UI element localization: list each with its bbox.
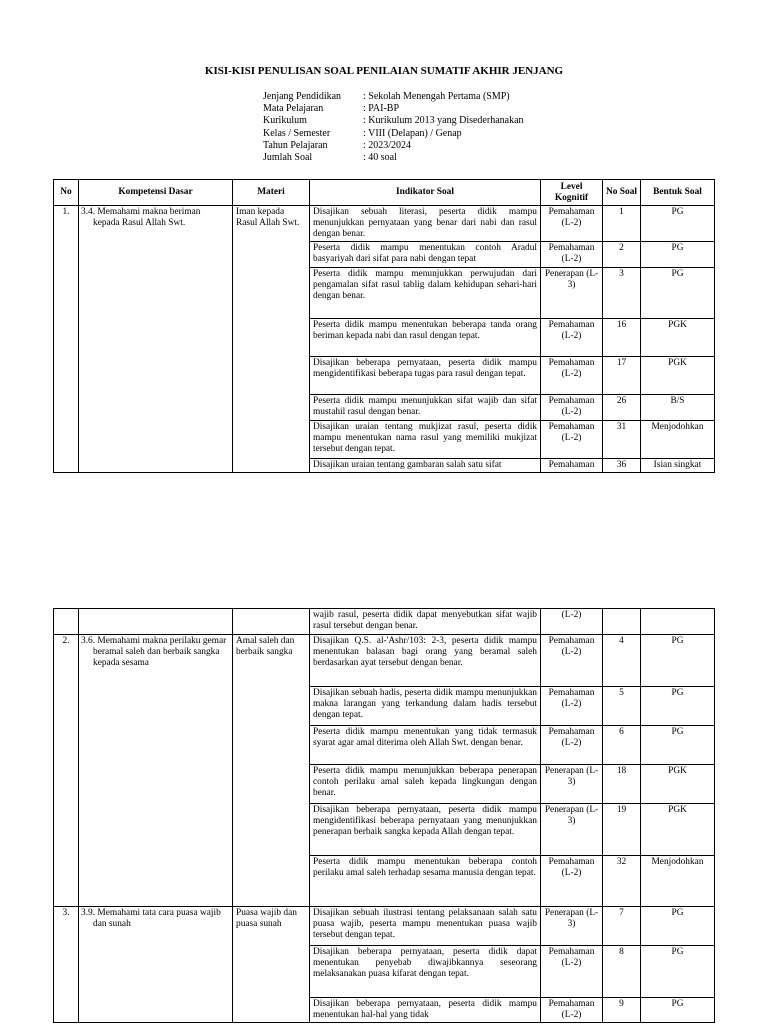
level-cell: Penerapan (L-3) [541,907,603,946]
level-cell: Pemahaman (L-2) [541,242,603,268]
meta-key: Jenjang Pendidikan [263,91,342,102]
no-soal-cell: 32 [603,856,641,907]
indikator-cell: Disajikan beberapa pernyataan, peserta didik mampu mengidentifikasi beberapa pernyataan yang menunjukkan penerapan berbaik sangka kepada Allah dengan tepat. [310,804,541,856]
header-no-soal: No Soal [603,180,641,206]
header-bentuk-soal: Bentuk Soal [641,180,715,206]
table-row [54,206,715,242]
no-soal-cell: 6 [603,726,641,765]
header-no: No [54,180,79,206]
empty-cell [79,609,233,635]
level-cell: (L-2) [541,609,603,635]
level-cell: Pemahaman (L-2) [541,726,603,765]
no-soal-cell: 19 [603,804,641,856]
document-meta [263,91,524,164]
level-cell: Pemahaman (L-2) [541,357,603,395]
no-soal-cell: 26 [603,395,641,421]
header-materi: Materi [233,180,310,206]
no-soal-cell: 17 [603,357,641,395]
meta-row [263,91,524,103]
kisi-kisi-table-page-1 [53,179,715,473]
level-cell: Pemahaman (L-2) [541,206,603,242]
bentuk-soal-cell: PG [641,687,715,726]
empty-cell [603,609,641,635]
indikator-cell: Disajikan Q.S. al-'Ashr/103: 2-3, peserta didik mampu menentukan balasan bagi orang yang beramal saleh berdasarkan ayat tersebut dengan benar. [310,635,541,687]
materi-cell: Puasa wajib dan puasa sunah [233,907,310,1023]
no-soal-cell: 5 [603,687,641,726]
bentuk-soal-cell: PG [641,998,715,1023]
meta-row [263,152,524,164]
meta-key: Jumlah Soal [263,152,313,164]
meta-key: Kelas / Semester [263,127,331,139]
level-cell: Pemahaman (L-2) [541,421,603,459]
level-cell: Pemahaman (L-2) [541,395,603,421]
indikator-cell: Disajikan sebuah literasi, peserta didik mampu menunjukkan pernyataan yang benar dari nabi dan rasul dengan benar. [310,206,541,242]
table-header-row [54,180,715,206]
level-cell: Pemahaman (L-2) [541,635,603,687]
bentuk-soal-cell: PG [641,946,715,998]
bentuk-soal-cell: PGK [641,357,715,395]
no-soal-cell: 9 [603,998,641,1023]
group-number: 3. [54,907,79,1023]
indikator-cell: Peserta didik mampu menentukan yang tidak termasuk syarat agar amal diterima oleh Allah Swt. dengan benar. [310,726,541,765]
level-cell: Pemahaman (L-2) [541,946,603,998]
meta-value: : VIII (Delapan) / Genap [363,127,462,139]
bentuk-soal-cell: Menjodohkan [641,421,715,459]
indikator-cell: Disajikan uraian tentang mukjizat rasul, peserta didik mampu menentukan nama rasul yang memiliki mukjizat tersebut dengan tepat. [310,421,541,459]
indikator-cell: wajib rasul, peserta didik dapat menyebutkan sifat wajib rasul tersebut dengan benar. [310,609,541,635]
level-cell: Pemahaman (L-2) [541,856,603,907]
level-cell: Penerapan (L-3) [541,268,603,319]
bentuk-soal-cell: PG [641,242,715,268]
empty-cell [233,609,310,635]
meta-key: Kurikulum [263,115,307,127]
table-row [54,609,715,635]
meta-row [263,103,524,115]
no-soal-cell: 2 [603,242,641,268]
indikator-cell: Disajikan uraian tentang gambaran salah satu sifat [310,459,541,473]
meta-value: : Sekolah Menengah Pertama (SMP) [363,91,510,102]
meta-key: Tahun Pelajaran [263,139,328,151]
level-cell: Pemahaman (L-2) [541,687,603,726]
materi-cell: Iman kepada Rasul Allah Swt. [233,206,310,473]
no-soal-cell: 36 [603,459,641,473]
bentuk-soal-cell: PG [641,206,715,242]
header-indikator-soal: Indikator Soal [310,180,541,206]
bentuk-soal-cell: Isian singkat [641,459,715,473]
kompetensi-dasar-cell: 3.4. Memahami makna beriman kepada Rasul Allah Swt. [79,206,233,473]
meta-key: Mata Pelajaran [263,103,324,115]
indikator-cell: Disajikan sebuah hadis, peserta didik mampu menunjukkan makna larangan yang terkandung dalam hadis tersebut dengan tepat. [310,687,541,726]
no-soal-cell: 31 [603,421,641,459]
meta-value: : Kurikulum 2013 yang Disederhanakan [363,115,524,127]
bentuk-soal-cell: PG [641,268,715,319]
header-level-kognitif: Level Kognitif [541,180,603,206]
bentuk-soal-cell: B/S [641,395,715,421]
indikator-cell: Peserta didik mampu menentukan contoh Aradul basyariyah dari sifat para nabi dengan tepat [310,242,541,268]
indikator-cell: Disajikan beberapa pernyataan, peserta didik mampu mengidentifikasi beberapa tugas para rasul dengan tepat. [310,357,541,395]
level-cell: Pemahaman (L-2) [541,998,603,1023]
meta-value: : 2023/2024 [363,139,412,151]
materi-cell: Amal saleh dan berbaik sangka [233,635,310,907]
no-soal-cell: 18 [603,765,641,804]
bentuk-soal-cell: PGK [641,804,715,856]
indikator-cell: Peserta didik mampu menentukan beberapa tanda orang beriman kepada nabi dan rasul dengan tepat. [310,319,541,357]
no-soal-cell: 3 [603,268,641,319]
group-number: 2. [54,635,79,907]
indikator-cell: Peserta didik mampu menunjukkan perwujudan dari pengamalan sifat rasul tablig dalam kehidupan sehari-hari dengan benar. [310,268,541,319]
meta-row [263,115,524,127]
bentuk-soal-cell: Menjodohkan [641,856,715,907]
no-soal-cell: 4 [603,635,641,687]
bentuk-soal-cell: PG [641,726,715,765]
meta-value: : PAI-BP [363,103,400,115]
bentuk-soal-cell: PGK [641,765,715,804]
indikator-cell: Disajikan beberapa pernyataan, peserta didik dapat menentukan penyebab diwajibkannya seseorang melaksanakan puasa kifarat dengan tepat. [310,946,541,998]
meta-row [263,128,524,140]
level-cell: Pemahaman [541,459,603,473]
kisi-kisi-table-page-2 [53,608,715,1023]
bentuk-soal-cell: PG [641,907,715,946]
bentuk-soal-cell: PG [641,635,715,687]
level-cell: Penerapan (L-3) [541,765,603,804]
document-title: KISI-KISI PENULISAN SOAL PENILAIAN SUMATIF AKHIR JENJANG [204,65,564,77]
level-cell: Pemahaman (L-2) [541,319,603,357]
meta-row [263,140,524,152]
indikator-cell: Peserta didik mampu menentukan beberapa contoh perilaku amal saleh terhadap sesama manusia dengan tepat. [310,856,541,907]
table-row [54,635,715,687]
group-number: 1. [54,206,79,473]
indikator-cell: Disajikan beberapa pernyataan, peserta didik mampu menentukan hal-hal yang tidak [310,998,541,1023]
level-cell: Penerapan (L-3) [541,804,603,856]
no-soal-cell: 7 [603,907,641,946]
kompetensi-dasar-cell: 3.9. Memahami tata cara puasa wajib dan sunah [79,907,233,1023]
indikator-cell: Peserta didik mampu menunjukkan sifat wajib dan sifat mustahil rasul dengan benar. [310,395,541,421]
no-soal-cell: 8 [603,946,641,998]
no-soal-cell: 16 [603,319,641,357]
bentuk-soal-cell: PGK [641,319,715,357]
meta-value: : 40 soal [363,152,397,164]
empty-cell [641,609,715,635]
no-soal-cell: 1 [603,206,641,242]
indikator-cell: Disajikan sebuah ilustrasi tentang pelaksanaan salah satu puasa wajib, peserta mampu menentukan puasa wajib tersebut dengan tepat. [310,907,541,946]
empty-cell [54,609,79,635]
indikator-cell: Peserta didik mampu menunjukkan beberapa penerapan contoh perilaku amal saleh kepada lingkungan dengan benar. [310,765,541,804]
header-kompetensi-dasar: Kompetensi Dasar [79,180,233,206]
kompetensi-dasar-cell: 3.6. Memahami makna perilaku gemar beramal saleh dan berbaik sangka kepada sesama [79,635,233,907]
table-row [54,907,715,946]
